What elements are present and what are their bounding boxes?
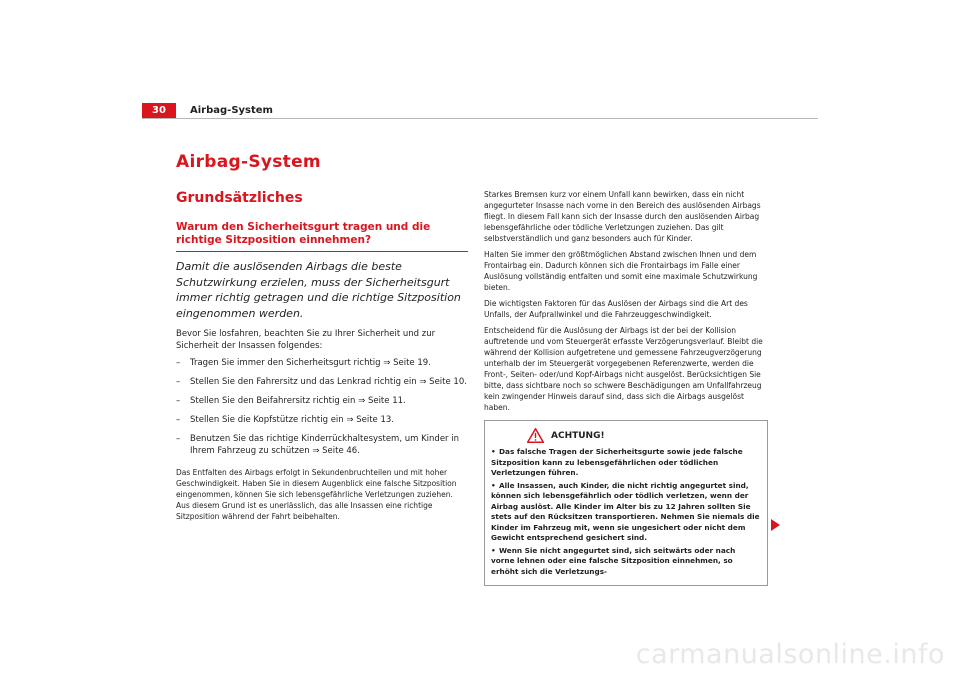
warning-item: • Alle Insassen, auch Kinder, die nicht richtig angegurtet sind, können sich lebensgefährlich oder tödlich verletzen, wenn der Airbag auslöst. Alle Kinder im Alter bis zu 12 Jahren sollten Sie stets auf den Rücksitzen transportieren. Nehmen Sie niemals die Kinder im Fahrzeug mit, wenn sie ungesichert oder nicht dem Gewicht entsprechend gesichert sind. <box>491 480 760 542</box>
chapter-title: Airbag-System <box>176 152 321 172</box>
intro-paragraph: Bevor Sie losfahren, beachten Sie zu Ihrer Sicherheit und zur Sicherheit der Insassen folgendes: <box>176 329 436 351</box>
header-divider <box>142 118 818 119</box>
list-item: – Tragen Sie immer den Sicherheitsgurt richtig ⇒ Seite 19. <box>176 358 431 368</box>
warning-title: ACHTUNG! <box>551 430 605 441</box>
list-item: – Stellen Sie den Beifahrersitz richtig ein ⇒ Seite 11. <box>176 396 406 406</box>
left-column <box>176 221 468 530</box>
bullet-icon: • <box>491 447 496 456</box>
paragraph: Entscheidend für die Auslösung der Airbags ist der bei der Kollision auftretende und vom Steuergerät erfasste Verzögerungsverlauf. Bleibt die während der Kollision aufgetretene und gemessene Fahrzeugverzögerung unterhalb der im Steuergerät vorgegebenen Referenzwerte, werden die Front-, Seiten- oder/und Kopf-Airbags nicht ausgelöst. Berücksichtigen Sie bitte, dass sichtbare noch so schwere Beschädigungen am Unfallfahrzeug kein zwingender Hinweis darauf sind, dass sich die Airbags ausgelöst haben. <box>484 326 763 412</box>
warning-item: • Wenn Sie nicht angegurtet sind, sich seitwärts oder nach vorne lehnen oder eine falsche Sitzposition einnehmen, so erhöht sich die Verletzungs- <box>491 545 736 576</box>
warning-header <box>491 428 761 443</box>
bullet-icon: • <box>491 545 496 555</box>
watermark: carmanualsonline.info <box>635 639 945 670</box>
warning-triangle-icon <box>527 428 544 443</box>
running-header: Airbag-System <box>190 105 273 116</box>
list-item: – Benutzen Sie das richtige Kinderrückhaltesystem, um Kinder in Ihrem Fahrzeug zu schützen ⇒ Seite 46. <box>176 434 459 456</box>
page-number: 30 <box>142 103 176 118</box>
paragraph: Halten Sie immer den größtmöglichen Abstand zwischen Ihnen und dem Frontairbag ein. Dadurch können sich die Frontairbags im Falle einer Auslösung vollständig entfalten und somit eine maximale Schutzwirkung bieten. <box>484 250 758 292</box>
warning-item: • Das falsche Tragen der Sicherheitsgurte sowie jede falsche Sitzposition kann zu lebensgefährlichen oder tödlichen Verletzungen führen. <box>491 447 743 477</box>
list-item: – Stellen Sie die Kopfstütze richtig ein ⇒ Seite 13. <box>176 415 394 425</box>
warning-box <box>484 420 768 586</box>
paragraph: Starkes Bremsen kurz vor einem Unfall kann bewirken, dass ein nicht angegurteter Insasse nach vorne in den Bereich des auslösenden Airbags fliegt. In diesem Fall kann sich der Insasse durch den auslösenden Airbag lebensgefährliche oder tödliche Verletzungen zuziehen. Das gilt selbstverständlich und ganz besonders auch für Kinder. <box>484 190 761 243</box>
bullet-icon: • <box>491 480 496 490</box>
section-title: Grundsätzliches <box>176 190 303 206</box>
subheading: Warum den Sicherheitsgurt tragen und die richtige Sitzposition einnehmen? <box>176 221 468 252</box>
lead-paragraph: Damit die auslösenden Airbags die beste Schutzwirkung erzielen, muss der Sicherheitsgurt immer richtig getragen und die richtige Sitzposition eingenommen werden. <box>176 260 461 320</box>
instruction-list <box>176 357 468 457</box>
continue-arrow-icon <box>771 519 780 531</box>
note-paragraph: Das Entfalten des Airbags erfolgt in Sekundenbruchteilen und mit hoher Geschwindigkeit. Haben Sie in diesem Augenblick eine falsche Sitzposition eingenommen, können Sie sich lebensgefährliche Verletzungen zuziehen. Aus diesem Grund ist es unerlässlich, das alle Insassen eine richtige Sitzposition während der Fahrt beibehalten. <box>176 468 457 521</box>
list-item: – Stellen Sie den Fahrersitz und das Lenkrad richtig ein ⇒ Seite 10. <box>176 377 467 387</box>
right-column <box>484 189 768 586</box>
paragraph: Die wichtigsten Faktoren für das Auslösen der Airbags sind die Art des Unfalls, der Aufprallwinkel und die Fahrzeuggeschwindigkeit. <box>484 299 748 319</box>
